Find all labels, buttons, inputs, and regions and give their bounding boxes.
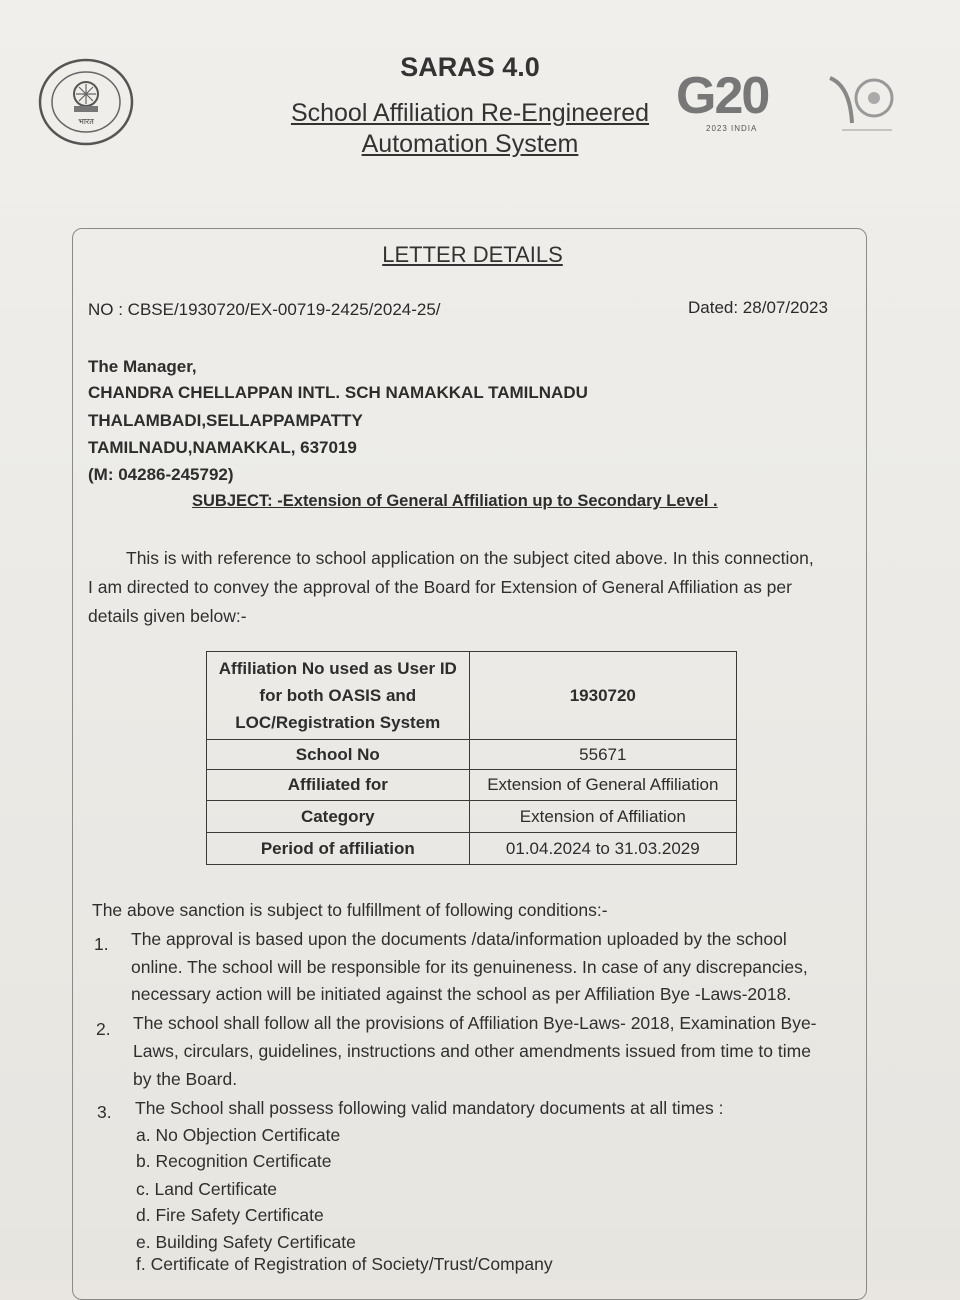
address-line: TAMILNADU,NAMAKKAL, 637019: [88, 438, 357, 457]
page-subtitle: [260, 98, 680, 160]
table-row: [207, 770, 737, 801]
g20-caption: 2023 INDIA: [706, 124, 758, 133]
seal-text: भारत: [78, 117, 94, 126]
document-item: a. No Objection Certificate: [136, 1125, 341, 1145]
body-line: details given below:-: [88, 606, 247, 626]
body-line: I am directed to convey the approval of the Board for Extension of General Affiliation as per: [88, 577, 792, 597]
condition-line: online. The school will be responsible for its genuineness. In case of any discrepancies,: [131, 957, 808, 977]
letter-subject: SUBJECT: -Extension of General Affiliation up to Secondary Level .: [192, 492, 718, 510]
page-title: SARAS 4.0: [400, 52, 540, 82]
letter-heading: LETTER DETAILS: [382, 242, 563, 267]
document-item: d. Fire Safety Certificate: [136, 1205, 324, 1225]
condition-number: 2.: [96, 1019, 111, 1039]
subtitle-line-1: School Affiliation Re-Engineered: [290, 99, 650, 127]
table-value: 01.04.2024 to 31.03.2029: [469, 833, 736, 865]
condition-line: necessary action will be initiated against the school as per Affiliation Bye -Laws-2018.: [131, 984, 792, 1004]
table-row: [207, 833, 737, 865]
table-label: Affiliation No used as User ID for both OASIS and LOC/Registration System: [207, 652, 470, 740]
document-item: e. Building Safety Certificate: [136, 1232, 356, 1252]
condition-number: 1.: [94, 934, 109, 954]
document-item: f. Certificate of Registration of Society/Trust/Company: [136, 1254, 553, 1274]
table-label: School No: [207, 740, 470, 770]
table-label: Category: [207, 801, 470, 833]
reference-number: NO : CBSE/1930720/EX-00719-2425/2024-25/: [88, 300, 441, 319]
document-item: c. Land Certificate: [136, 1179, 278, 1199]
address-line: (M: 04286-245792): [88, 465, 234, 484]
letter-date: Dated: 28/07/2023: [688, 298, 828, 317]
condition-line: The school shall follow all the provisions of Affiliation Bye-Laws- 2018, Examination Bye-: [133, 1013, 817, 1033]
table-label: Period of affiliation: [207, 833, 470, 865]
subtitle-line-2: Automation System: [361, 130, 579, 158]
table-value: Extension of General Affiliation: [469, 770, 736, 801]
condition-line: by the Board.: [133, 1069, 238, 1089]
g20-logo: [676, 66, 806, 146]
address-line: THALAMBADI,SELLAPPAMPATTY: [88, 411, 363, 430]
condition-number: 3.: [97, 1102, 112, 1122]
address-line: CHANDRA CHELLAPPAN INTL. SCH NAMAKKAL TAMILNADU: [88, 383, 588, 402]
document-item: b. Recognition Certificate: [136, 1151, 332, 1171]
body-line: This is with reference to school application on the subject cited above. In this connection,: [126, 548, 814, 568]
condition-line: The approval is based upon the documents /data/information uploaded by the school: [131, 929, 787, 949]
table-row: [207, 801, 737, 833]
address-line: The Manager,: [88, 357, 197, 376]
azadi-logo-icon: [822, 68, 902, 138]
table-row: [207, 652, 737, 740]
table-value: 55671: [469, 740, 736, 770]
conditions-intro: The above sanction is subject to fulfillment of following conditions:-: [92, 900, 608, 920]
table-value: Extension of Affiliation: [469, 801, 736, 833]
table-value: 1930720: [469, 652, 736, 740]
g20-mark: G20: [676, 67, 769, 125]
condition-line: The School shall possess following valid mandatory documents at all times :: [135, 1098, 724, 1118]
table-label: Affiliated for: [207, 770, 470, 801]
table-row: [207, 740, 737, 770]
affiliation-details-table: [206, 651, 737, 865]
condition-line: Laws, circulars, guidelines, instructions and other amendments issued from time to time: [133, 1041, 811, 1061]
